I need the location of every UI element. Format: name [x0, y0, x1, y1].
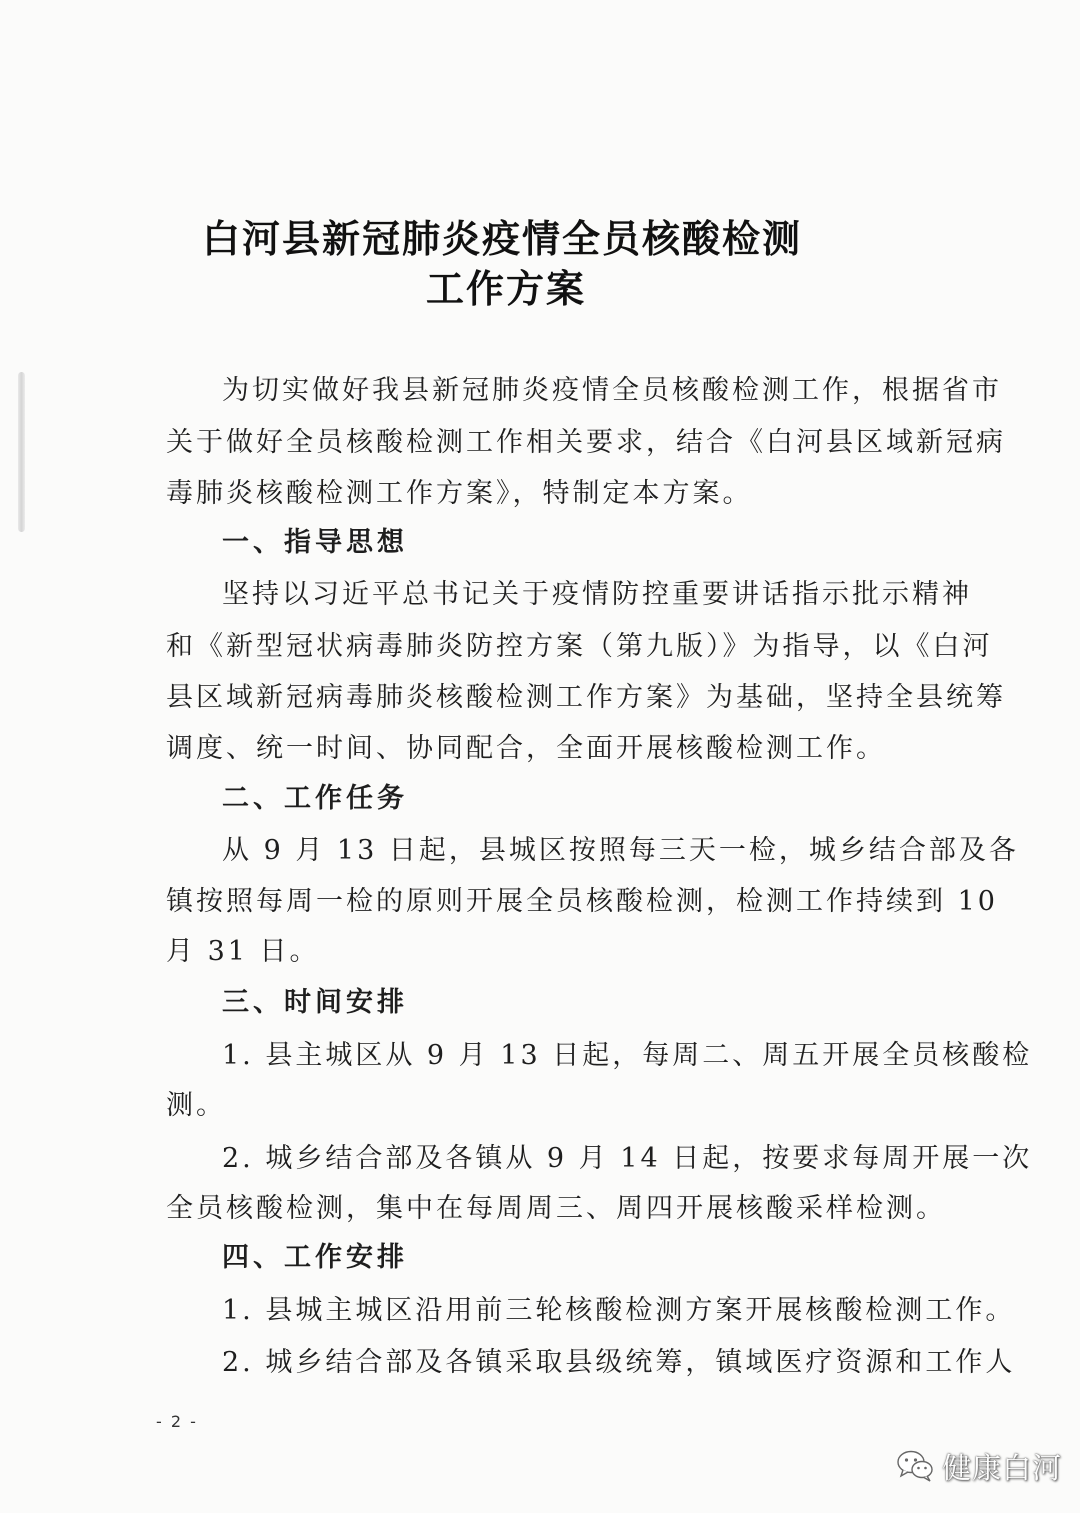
section3-line: 2. 城乡结合部及各镇从 9 月 14 日起，按要求每周开展一次: [222, 1143, 1033, 1174]
section2-line: 月 31 日。: [166, 936, 320, 967]
section2-line: 从 9 月 13 日起，县城区按照每三天一检，城乡结合部及各: [222, 835, 1019, 866]
section3-line: 1. 县主城区从 9 月 13 日起，每周二、周五开展全员核酸检: [222, 1040, 1033, 1071]
watermark-text: 健康白河: [942, 1450, 1063, 1485]
section-heading-work-tasks: 二、工作任务: [222, 783, 408, 814]
section4-line: 2. 城乡结合部及各镇采取县级统筹，镇域医疗资源和工作人: [222, 1347, 1016, 1378]
section3-line: 测。: [166, 1090, 226, 1121]
section1-line: 和《新型冠状病毒肺炎防控方案（第九版）》为指导，以《白河: [166, 631, 993, 662]
section1-line: 县区域新冠病毒肺炎核酸检测工作方案》为基础，坚持全县统筹: [166, 682, 1006, 713]
section2-line: 镇按照每周一检的原则开展全员核酸检测，检测工作持续到 10: [166, 886, 998, 917]
intro-line: 关于做好全员核酸检测工作相关要求，结合《白河县区域新冠病: [166, 427, 1006, 458]
wechat-icon: [896, 1449, 934, 1483]
section-heading-schedule: 三、时间安排: [222, 987, 408, 1018]
intro-line: 为切实做好我县新冠肺炎疫情全员核酸检测工作，根据省市: [222, 375, 1002, 406]
scan-edge-mark: [18, 372, 25, 532]
watermark: [896, 1444, 1062, 1488]
section1-line: 调度、统一时间、协同配合，全面开展核酸检测工作。: [166, 733, 886, 764]
section-heading-guiding-thought: 一、指导思想: [222, 527, 408, 558]
section1-line: 坚持以习近平总书记关于疫情防控重要讲话指示批示精神: [222, 579, 972, 610]
intro-line: 毒肺炎核酸检测工作方案》，特制定本方案。: [166, 478, 753, 509]
section4-line: 1. 县城主城区沿用前三轮核酸检测方案开展核酸检测工作。: [222, 1295, 1016, 1326]
section3-line: 全员核酸检测，集中在每周周三、周四开展核酸采样检测。: [166, 1193, 946, 1224]
page-number: - 2 -: [156, 1412, 198, 1431]
document-title-line-2: 工作方案: [425, 267, 586, 311]
section-heading-work-arrangement: 四、工作安排: [222, 1242, 408, 1273]
document-title-line-1: 白河县新冠肺炎疫情全员核酸检测: [201, 217, 802, 261]
